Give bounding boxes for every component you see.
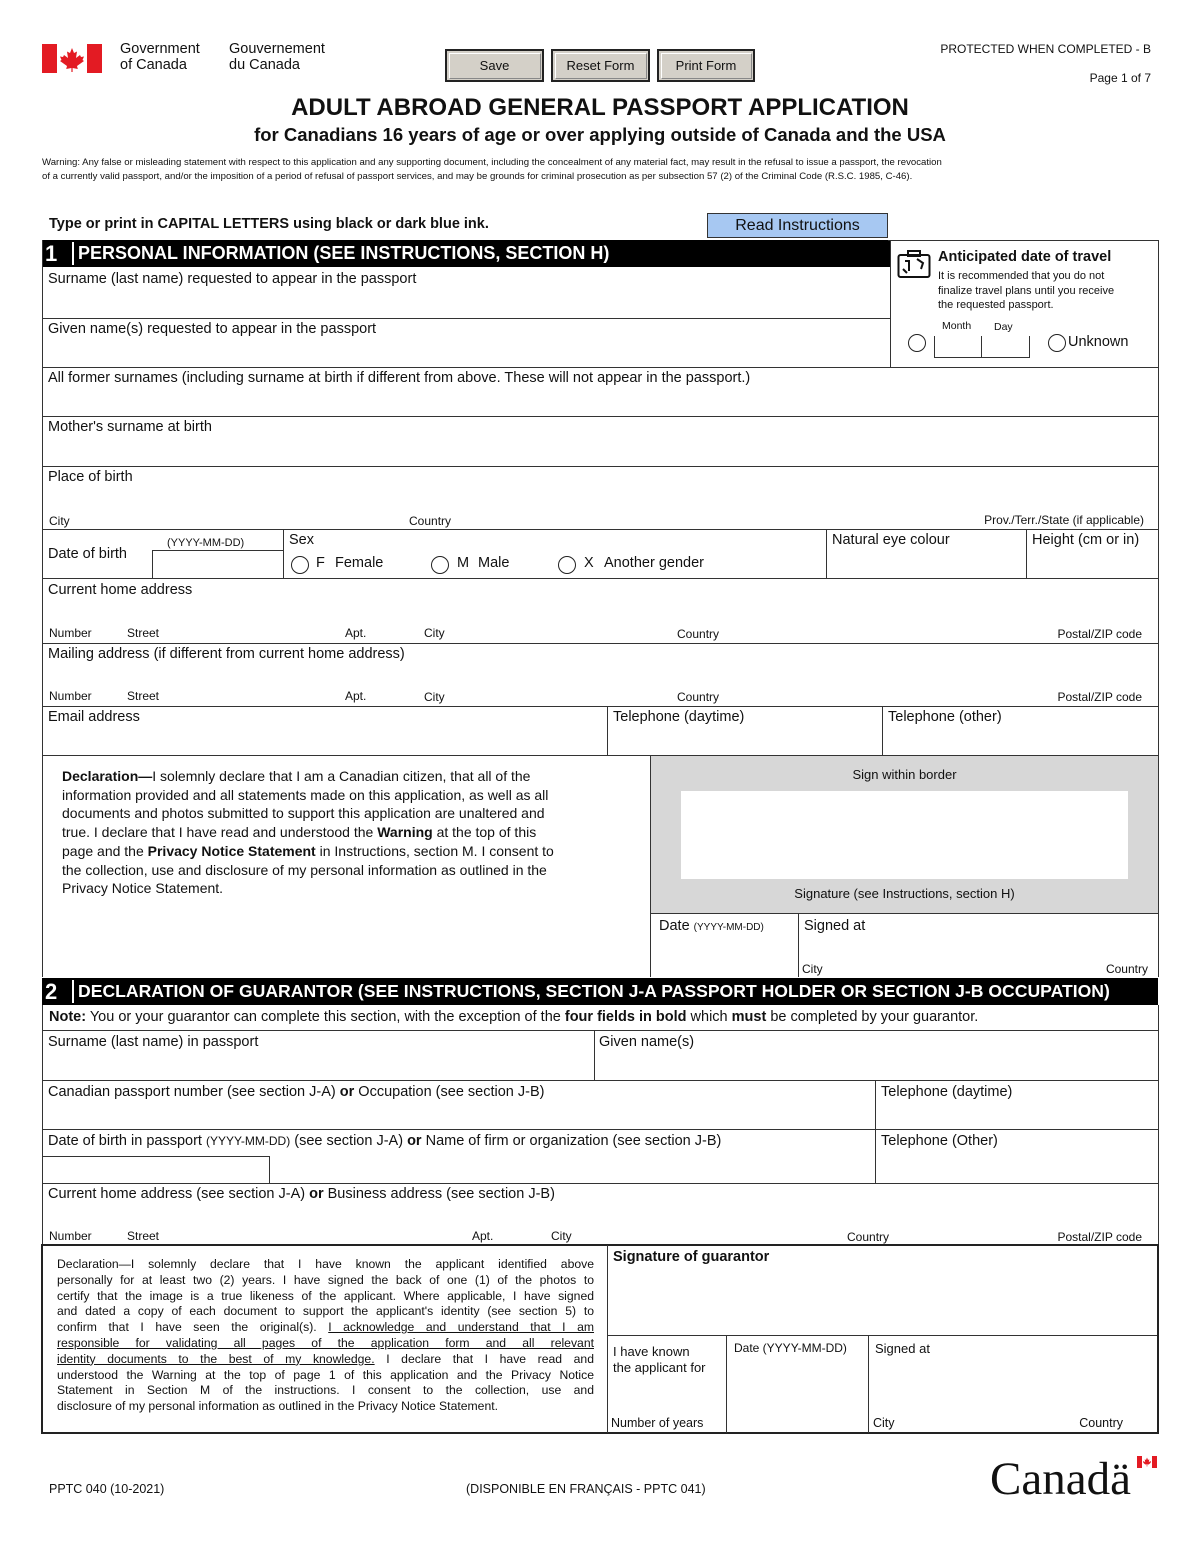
- note-text-3: be completed by your guarantor.: [766, 1009, 979, 1025]
- dob-format-label: (YYYY-MM-DD): [167, 537, 245, 549]
- luggage-icon: [897, 249, 931, 279]
- travel-note: [938, 269, 1114, 313]
- declaration-line2: information provided and all statements made on this application, as well as all: [62, 786, 549, 803]
- or-label-1: or: [339, 1084, 355, 1100]
- birth-city-label: City: [49, 514, 70, 528]
- birth-prov-label: Prov./Terr./State (if applicable): [984, 513, 1144, 527]
- guarantor-home-address-label: Current home address (see section J-A): [48, 1186, 310, 1202]
- sex-x-radio[interactable]: [558, 556, 576, 574]
- note-label: Note:: [49, 1009, 87, 1025]
- guarantor-address-field[interactable]: [43, 1184, 1157, 1244]
- g-decl-line10: disclosure of my personal information as outlined in the Privacy Notice Statement.: [57, 1399, 498, 1414]
- g-decl-line8: understood the Warning at the top of page 1 of this application and the Privacy Notice: [57, 1367, 594, 1382]
- declaration-line3: documents and photos submitted to support this application are unaltered and: [62, 805, 545, 822]
- guarantor-given-names-field[interactable]: [595, 1031, 1157, 1079]
- guarantor-date-field[interactable]: [727, 1336, 867, 1432]
- form-id: PPTC 040 (10-2021): [49, 1482, 165, 1496]
- declaration-country-label: Country: [1105, 962, 1148, 976]
- travel-note-line2: finalize travel plans until you receive: [938, 284, 1115, 297]
- declaration-warning-bold: Warning: [377, 824, 433, 841]
- section2-title: DECLARATION OF GUARANTOR (SEE INSTRUCTIONS, SECTION J-A PASSPORT HOLDER OR SECTION J-B OCCUPATION): [78, 981, 1110, 1001]
- mother-surname-field[interactable]: [43, 417, 1157, 466]
- page-number: Page 1 of 7: [1089, 71, 1151, 85]
- telephone-daytime-field[interactable]: [608, 707, 882, 755]
- gov-en-line1: Government: [120, 41, 200, 57]
- declaration-line1: I solemnly declare that I am a Canadian citizen, that all of the: [152, 768, 531, 784]
- declaration-line6: the collection, use and disclosure of my personal information as outlined in the: [62, 861, 547, 878]
- home-postal-label: Postal/ZIP code: [1057, 627, 1142, 641]
- mail-apt-label: Apt.: [345, 689, 367, 703]
- mailing-address-field[interactable]: [43, 644, 1157, 706]
- guarantor-tel-other-field[interactable]: [876, 1130, 1157, 1182]
- travel-unknown-label: Unknown: [1068, 334, 1129, 350]
- section2-number: 2: [45, 979, 58, 1004]
- guarantor-signed-at-label: Signed at: [875, 1341, 930, 1356]
- declaration-date-field[interactable]: [651, 914, 798, 976]
- declaration-city-label: City: [802, 962, 823, 976]
- g-postal-label: Postal/ZIP code: [1057, 1230, 1142, 1244]
- guarantor-signed-at-field[interactable]: [869, 1336, 1157, 1432]
- print-form-button[interactable]: Print Form: [657, 49, 755, 82]
- sex-x-label: Another gender: [604, 555, 704, 571]
- sex-label: Sex: [289, 532, 314, 548]
- section1-header: [42, 240, 890, 267]
- mother-surname-label: Mother's surname at birth: [48, 419, 212, 435]
- g-decl-line3: certify that the image is a true likeness of the applicant. Where applicable, I have signed: [57, 1288, 594, 1303]
- date-of-birth-field[interactable]: [43, 530, 283, 578]
- former-surnames-field[interactable]: [43, 368, 1157, 416]
- sex-male-code: M: [457, 555, 470, 571]
- sex-field: [284, 530, 826, 578]
- birth-country-label: Country: [409, 514, 452, 528]
- travel-day-label: Day: [994, 321, 1013, 333]
- g-country-label: Country: [847, 1230, 890, 1244]
- mail-postal-label: Postal/ZIP code: [1057, 690, 1142, 704]
- place-of-birth-label: Place of birth: [48, 469, 133, 485]
- applicant-declaration: [62, 767, 632, 898]
- sex-female-code: F: [316, 555, 325, 571]
- section1-title: PERSONAL INFORMATION (SEE INSTRUCTIONS, SECTION H): [78, 243, 610, 263]
- g-decl-line6: responsible for validating all pages of the application form and all relevant: [57, 1335, 594, 1350]
- g-apt-label: Apt.: [472, 1229, 494, 1243]
- occupation-label: Occupation (see section J-B): [354, 1084, 545, 1100]
- gov-fr-line1: Gouvernement: [229, 41, 325, 57]
- given-names-label: Given name(s) requested to appear in the passport: [48, 321, 377, 337]
- declaration-signed-at-field[interactable]: [799, 914, 1157, 976]
- surname-field[interactable]: [43, 268, 890, 318]
- declaration-line5a: page and the: [62, 842, 148, 859]
- home-apt-label: Apt.: [345, 626, 367, 640]
- dob-label: Date of birth in passport: [48, 1133, 206, 1149]
- sign-within-label: Sign within border: [852, 767, 957, 782]
- travel-date-radio[interactable]: [908, 334, 926, 352]
- g-decl-line2: personally for at least two (2) years. I have signed the back of one (1) of the photos to: [57, 1272, 594, 1287]
- sex-female-radio[interactable]: [291, 556, 309, 574]
- form-subtitle: for Canadians 16 years of age or over applying outside of Canada and the USA: [254, 124, 946, 145]
- g-decl-line1: Declaration—I solemnly declare that I have known the applicant identified above: [57, 1257, 594, 1271]
- number-of-years-label: Number of years: [611, 1416, 704, 1430]
- telephone-other-label: Telephone (other): [888, 709, 1002, 725]
- save-button[interactable]: Save: [445, 49, 544, 82]
- sign-panel: [650, 756, 1158, 913]
- section2-header: [42, 978, 1158, 1005]
- height-field[interactable]: [1027, 530, 1157, 578]
- g-decl-line5b: I acknowledge and understand that I am: [328, 1320, 595, 1335]
- travel-day-input[interactable]: [981, 336, 1030, 358]
- travel-title: Anticipated date of travel: [938, 249, 1112, 265]
- known-line2: the applicant for: [613, 1360, 706, 1375]
- g-decl-line5a: confirm that I have seen the original(s).: [57, 1320, 329, 1335]
- read-instructions-button[interactable]: Read Instructions: [707, 213, 888, 238]
- reset-form-button[interactable]: Reset Form: [551, 49, 650, 82]
- guarantor-business-address-label: Business address (see section J-B): [323, 1186, 555, 1202]
- note-bold-must: must: [731, 1009, 767, 1025]
- eye-colour-label: Natural eye colour: [832, 532, 950, 548]
- travel-unknown-radio[interactable]: [1048, 334, 1066, 352]
- guarantor-signature-label: Signature of guarantor: [613, 1249, 770, 1265]
- given-names-field[interactable]: [43, 319, 890, 367]
- place-of-birth-field[interactable]: [43, 467, 1157, 529]
- home-city-label: City: [424, 626, 445, 640]
- protected-label: PROTECTED WHEN COMPLETED - B: [940, 42, 1151, 56]
- declaration-line4c: at the top of this: [432, 824, 537, 841]
- passport-label: Canadian passport number (see section J-A): [48, 1084, 340, 1100]
- canada-wordmark: [990, 1453, 1131, 1505]
- guarantor-surname-label: Surname (last name) in passport: [48, 1034, 259, 1050]
- guarantor-city-label: City: [873, 1416, 895, 1430]
- warning-line2: of a currently valid passport, and/or the imposition of a period of refusal of passport services, and may be grounds for criminal prosecution as per subsection 57 (2) of the Criminal Code (R.S.C. 1985, C-46).: [42, 171, 913, 182]
- home-address-label: Current home address: [48, 582, 193, 598]
- guarantor-given-names-label: Given name(s): [599, 1034, 695, 1050]
- french-version-note: (DISPONIBLE EN FRANÇAIS - PPTC 041): [466, 1482, 706, 1496]
- mailing-address-label: Mailing address (if different from current home address): [48, 646, 405, 662]
- known-line1: I have known: [613, 1344, 690, 1359]
- travel-date-box: [891, 241, 1157, 367]
- canada-wordmark-text: Canadä: [990, 1453, 1131, 1505]
- telephone-daytime-label: Telephone (daytime): [613, 709, 745, 725]
- ink-instruction: Type or print in CAPITAL LETTERS using black or dark blue ink.: [49, 216, 489, 232]
- mail-country-label: Country: [677, 690, 720, 704]
- guarantor-tel-day-label: Telephone (daytime): [881, 1084, 1013, 1100]
- home-address-field[interactable]: [43, 579, 1157, 643]
- sex-female-label: Female: [335, 555, 384, 571]
- g-street-label: Street: [127, 1229, 160, 1243]
- eye-colour-field[interactable]: [827, 530, 1026, 578]
- home-street-label: Street: [127, 626, 160, 640]
- g-decl-line7a: identity documents to the best of my knowledge.: [57, 1351, 375, 1366]
- form-title: ADULT ABROAD GENERAL PASSPORT APPLICATION: [291, 94, 909, 121]
- email-label: Email address: [48, 709, 140, 725]
- height-label: Height (cm or in): [1032, 532, 1140, 548]
- date-of-birth-label: Date of birth: [48, 546, 127, 562]
- or-label-3: or: [309, 1186, 324, 1202]
- declaration-privacy-bold: Privacy Notice Statement: [147, 842, 316, 859]
- note-text-1: You or your guarantor can complete this section, with the exception of the: [86, 1009, 565, 1025]
- firm-label: Name of firm or organization (see section J-B): [421, 1133, 722, 1149]
- note-bold-fields: four fields in bold: [564, 1009, 687, 1025]
- or-label-2: or: [407, 1133, 422, 1149]
- sex-male-label: Male: [478, 555, 510, 571]
- gov-fr-wordmark: [229, 41, 325, 73]
- declaration-line5c: in Instructions, section M. I consent to: [315, 842, 554, 859]
- guarantor-passport-occupation-field[interactable]: [43, 1081, 875, 1129]
- mail-street-label: Street: [127, 689, 160, 703]
- mail-city-label: City: [424, 690, 445, 704]
- declaration-signed-at-label: Signed at: [804, 918, 866, 934]
- signature-caption: Signature (see Instructions, section H): [794, 886, 1015, 901]
- warning-line1: Warning: Any false or misleading statement with respect to this application and any supporting document, including the concealment of any material fact, may result in the refusal to issue a passport, the revocation: [42, 157, 942, 168]
- g-number-label: Number: [49, 1229, 92, 1243]
- surname-label: Surname (last name) requested to appear in the passport: [48, 271, 417, 287]
- mail-number-label: Number: [49, 689, 92, 703]
- declaration-line7: Privacy Notice Statement.: [62, 880, 224, 897]
- years-known-field[interactable]: [608, 1336, 726, 1432]
- guarantor-declaration-text: [57, 1257, 594, 1415]
- g-decl-line9: Statement in Section M of the instructions. I consent to the collection, use and: [57, 1383, 594, 1398]
- guarantor-tel-other-label: Telephone (Other): [881, 1133, 998, 1149]
- guarantor-surname-field[interactable]: [43, 1031, 594, 1079]
- guarantor-signature-field[interactable]: [608, 1245, 1157, 1335]
- g-city-label: City: [551, 1229, 572, 1243]
- dob-ref: (see section J-A): [290, 1133, 408, 1149]
- g-decl-line4: and dated a copy of each document to support the applicant's identity (see section 5) to: [57, 1304, 594, 1319]
- sex-male-radio[interactable]: [431, 556, 449, 574]
- guarantor-tel-day-field[interactable]: [876, 1081, 1157, 1129]
- sex-x-code: X: [584, 555, 594, 571]
- applicant-signature-field[interactable]: [681, 791, 1128, 879]
- guarantor-date-label: Date (YYYY-MM-DD): [734, 1341, 847, 1355]
- home-number-label: Number: [49, 626, 92, 640]
- note-text-2: which: [686, 1009, 732, 1025]
- email-field[interactable]: [43, 707, 607, 755]
- guarantor-note: [49, 1009, 978, 1025]
- travel-month-input[interactable]: [934, 336, 981, 358]
- declaration-line4a: true. I declare that I have read and understood the: [62, 824, 378, 841]
- telephone-other-field[interactable]: [883, 707, 1157, 755]
- guarantor-country-label: Country: [1079, 1416, 1123, 1430]
- travel-month-label: Month: [942, 320, 972, 332]
- declaration-date-label: Date: [659, 918, 690, 934]
- warning-text: [42, 156, 942, 184]
- section1-number: 1: [45, 241, 58, 266]
- gov-en-line2: of Canada: [120, 57, 187, 73]
- wordmark-flag-icon: [1137, 1456, 1157, 1468]
- g-decl-line7b: I declare that I have read and: [374, 1351, 594, 1366]
- travel-note-line3: the requested passport.: [938, 299, 1054, 311]
- declaration-date-format: (YYYY-MM-DD): [693, 922, 764, 933]
- former-surnames-label: All former surnames (including surname at birth if different from above. These will not appear in the passport.): [48, 370, 751, 386]
- travel-note-line1: It is recommended that you do not: [938, 270, 1105, 282]
- gov-en-wordmark: [120, 41, 200, 73]
- home-country-label: Country: [677, 627, 720, 641]
- canada-flag-icon: [42, 44, 102, 73]
- dob-format: (YYYY-MM-DD): [205, 1134, 291, 1148]
- gov-fr-line2: du Canada: [229, 57, 300, 73]
- declaration-lead: Declaration—: [62, 768, 153, 784]
